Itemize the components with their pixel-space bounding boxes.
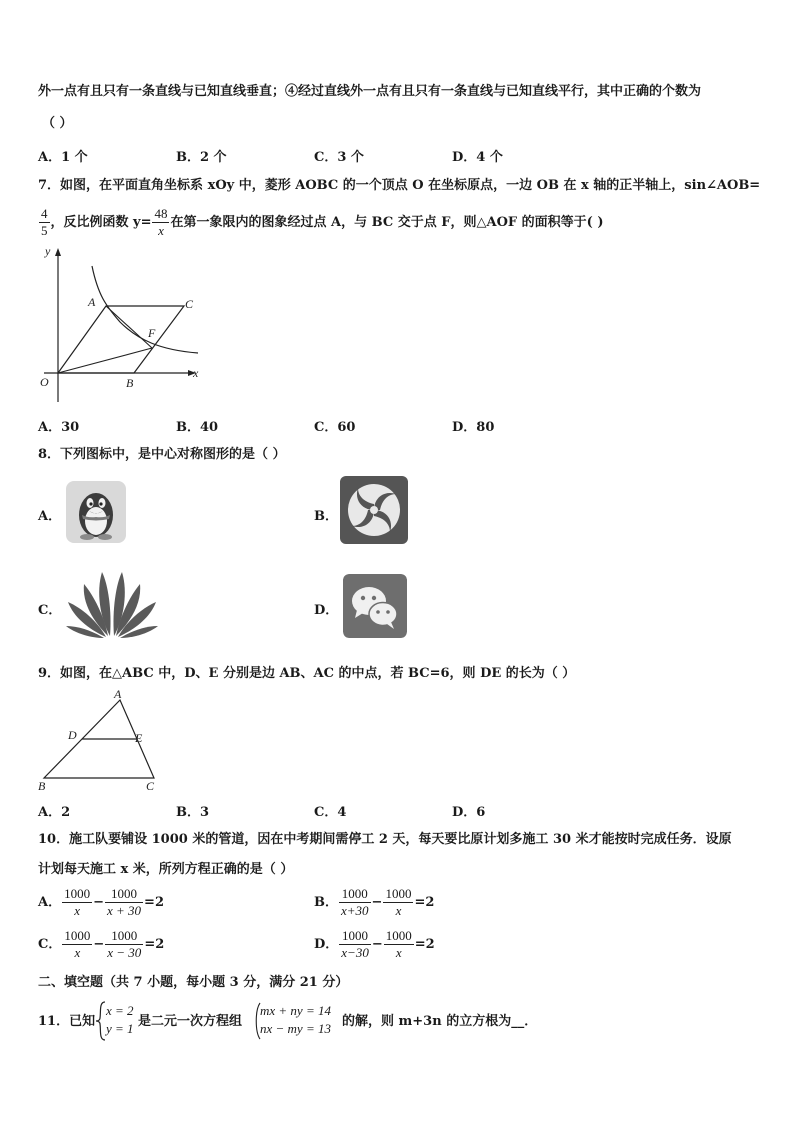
segment-af xyxy=(106,306,152,348)
label-c: C xyxy=(185,297,194,311)
q9-option-c[interactable]: C．4 xyxy=(314,805,347,820)
label-b: B xyxy=(126,376,134,390)
wechat-icon[interactable] xyxy=(343,574,407,638)
q10-option-c[interactable]: C． $\frac{1000}{x}$ − $\frac{1000}{x - 30}$ =2 xyxy=(38,928,165,960)
huawei-petals-icon[interactable] xyxy=(62,566,162,640)
q7-figure xyxy=(30,240,205,405)
q7-option-a[interactable]: A．30 xyxy=(38,420,80,435)
q9-stem: 9．如图，在△ABC 中，D、E 分别是边 AB、AC 的中点，若 BC=6，则 DE 的长为（ ） xyxy=(38,666,576,681)
q9-option-d[interactable]: D．6 xyxy=(452,805,486,820)
q7-option-c[interactable]: C．60 xyxy=(314,420,356,435)
q10-option-d[interactable]: D． $\frac{1000}{x-30}$ − $\frac{1000}{x}$ =2 xyxy=(314,928,435,960)
q10-stem-line2: 计划每天施工 x 米，所列方程正确的是（ ） xyxy=(38,862,294,877)
q6-option-c[interactable]: C．3 个 xyxy=(314,150,364,165)
q11-mid: 是二元一次方程组 xyxy=(138,1014,243,1029)
q11-prefix: 11．已知 xyxy=(38,1014,96,1029)
q10-option-b[interactable]: B． $\frac{1000}{x+30}$ − $\frac{1000}{x}$ =2 xyxy=(314,886,435,918)
section-title-fill-in: 二、填空题（共 7 小题，每小题 3 分，满分 21 分） xyxy=(38,975,349,990)
qq-penguin-icon[interactable] xyxy=(66,481,126,543)
q11-system xyxy=(260,1002,331,1038)
q11-suffix: 的解，则 m+3n 的立方根为__． xyxy=(342,1014,538,1029)
q7-stem-line1: 7．如图，在平面直角坐标系 xOy 中，菱形 AOBC 的一个顶点 O 在坐标原点，一边 OB 在 x 轴的正半轴上，sin∠AOB= xyxy=(38,178,761,193)
label-a: A xyxy=(88,295,96,309)
q8-stem: 8．下列图标中，是中心对称图形的是（ ） xyxy=(38,447,286,462)
label-a: A xyxy=(114,687,122,701)
label-y: y xyxy=(45,244,51,258)
q9-option-b[interactable]: B．3 xyxy=(176,805,210,820)
q8-label-c[interactable]: C． xyxy=(38,603,62,618)
sin-fraction: $\frac{4}{5}$ xyxy=(41,206,48,238)
rhombus-aobc xyxy=(58,306,184,373)
solution-x: x = 2 xyxy=(106,1003,134,1018)
equation-2: nx − my = 13 xyxy=(260,1021,331,1036)
y-axis-arrow xyxy=(55,248,61,256)
q6-stem-line1: 外一点有且只有一条直线与已知直线垂直；④经过直线外一点有且只有一条直线与已知直线平行，其中正确的个数为 xyxy=(38,84,702,99)
q9-option-a[interactable]: A．2 xyxy=(38,805,71,820)
label-c: C xyxy=(146,779,155,793)
q7-option-b[interactable]: B．40 xyxy=(176,420,219,435)
k-over-x-fraction: $\frac{48}{x}$ xyxy=(154,206,168,238)
label-e: E xyxy=(135,731,143,745)
q8-label-d[interactable]: D． xyxy=(314,603,339,618)
q10-stem-line1: 10．施工队要铺设 1000 米的管道，因在中考期间需停工 2 天，每天要比原计划多施工 30 米才能按时完成任务．设原 xyxy=(38,832,732,847)
q10-option-a[interactable]: A． $\frac{1000}{x}$ − $\frac{1000}{x + 30}$ =2 xyxy=(38,886,164,918)
swirl-logo-icon[interactable] xyxy=(340,476,408,544)
q6-option-a[interactable]: A．1 个 xyxy=(38,150,88,165)
q9-figure xyxy=(34,686,164,796)
q7-stem-line2: $\frac{4}{5}$ ，反比例函数 y= $\frac{48}{x}$ 在第一象限内的图象经过点 A，与 BC 交于点 F，则△AOF 的面积等于( ) xyxy=(41,206,604,238)
q6-option-d[interactable]: D．4 个 xyxy=(452,150,503,165)
q6-option-b[interactable]: B．2 个 xyxy=(176,150,227,165)
q11-solution xyxy=(106,1002,134,1038)
q6-stem-line2: （ ） xyxy=(42,116,73,131)
q7-option-d[interactable]: D．80 xyxy=(452,420,495,435)
label-x: x xyxy=(193,366,199,380)
q8-label-a[interactable]: A． xyxy=(38,509,62,524)
solution-y: y = 1 xyxy=(106,1021,134,1036)
label-d: D xyxy=(68,728,77,742)
label-o: O xyxy=(40,375,49,389)
equation-1: mx + ny = 14 xyxy=(260,1003,331,1018)
segment-of xyxy=(58,348,152,373)
q8-label-b[interactable]: B． xyxy=(314,509,338,524)
label-f: F xyxy=(148,326,156,340)
label-b: B xyxy=(38,779,46,793)
